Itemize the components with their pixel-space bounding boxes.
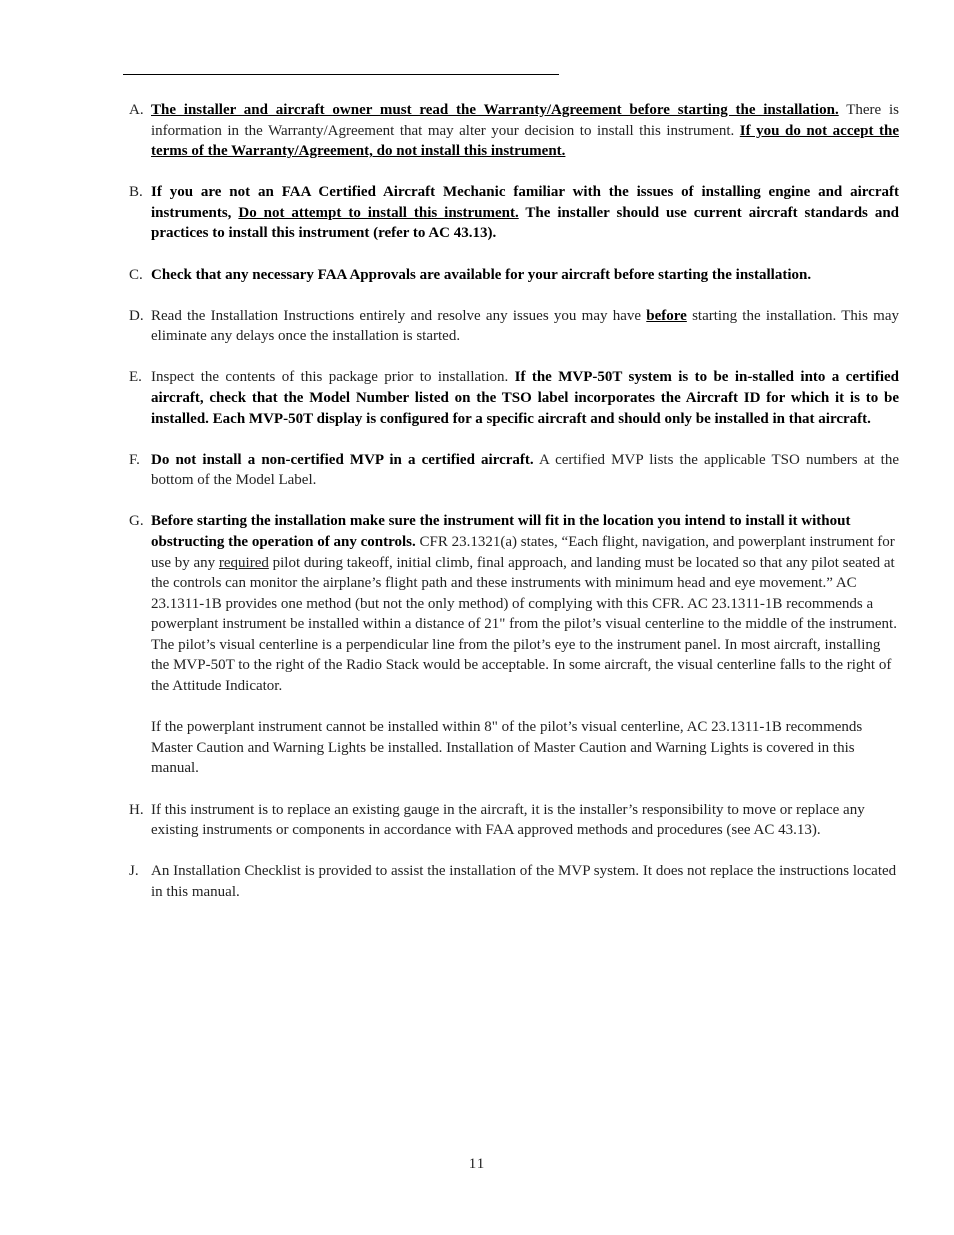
list-item-a (129, 100, 899, 162)
item-text (151, 182, 899, 244)
list-item-h (129, 800, 899, 841)
text-run: The installer and aircraft owner must read the Warranty/Agreement before starting the installation. (151, 102, 839, 118)
item-text (151, 800, 899, 841)
item-marker: G. (129, 513, 144, 530)
text-run: starting the installation. This may eliminate any delays once the installation is started. (151, 307, 899, 345)
page-number: 11 (468, 1156, 486, 1172)
text-run: If you do not accept the terms of the Warranty/Agreement, do not install this instrument. (151, 122, 899, 160)
list-item-f (129, 450, 899, 491)
item-text (151, 367, 899, 429)
item-text (151, 450, 899, 491)
text-run: before (646, 307, 687, 324)
text-run: Do not install a non-certified MVP in a certified aircraft. (151, 451, 534, 468)
item-continuation-text: If the powerplant instrument cannot be installed within 8" of the pilot’s visual centerline, AC 23.1311-1B recommends Master Caution and Warning Lights be installed. Installation of Master Caution and Warning Lights is covered in this manual. (151, 719, 863, 777)
text-run: If this instrument is to replace an existing gauge in the aircraft, it is the installer’s responsibility to move or replace any existing instruments or components in accordance with FAA approved methods and procedures (see AC 43.13). (151, 801, 865, 839)
item-text (151, 265, 899, 286)
text-run: There is information in the Warranty/Agreement that may alter your decision to install this instrument. (151, 102, 899, 139)
list-item-g (129, 511, 899, 779)
text-run: pilot during takeoff, initial climb, final approach, and landing must be located so that any pilot seated at the controls can monitor the airplane’s flight path and these instruments with minimum head and eye movement.” AC 23.1311-1B provides one method (but not the only method) of complying with this CFR. AC 23.1311-1B recommends a powerplant instrument be installed within a distance of 21" from the pilot’s visual centerline to the middle of the instrument. The pilot’s visual centerline is a perpendicular line from the pilot’s eye to the instrument panel. In most aircraft, installing the MVP-50T to the right of the Radio Stack would be acceptable. In some aircraft, the visual centerline falls to the right of the Attitude Indicator. (151, 554, 897, 695)
item-marker: J. (129, 863, 139, 880)
item-marker: A. (129, 102, 144, 118)
item-marker: B. (129, 184, 143, 201)
item-marker: C. (129, 266, 143, 283)
text-run: The installer should use current aircraft standards and practices to install this instrument (refer to AC 43.13). (151, 204, 899, 242)
item-text (151, 306, 899, 347)
text-run: Read the Installation Instructions entirely and resolve any issues you may have (151, 307, 647, 324)
text-run: Before starting the installation make sure the instrument will fit in the location you intend to install it without obstructing the operation of any controls. (151, 513, 851, 550)
list-item-e (129, 367, 899, 429)
text-run: If the MVP-50T system is to be in-stalled into a certified aircraft, check that the Model Number listed on the TSO label incorporates the Aircraft ID for which it is to be installed. Each MVP-50T display is configured for a specific aircraft and should only be installed in that aircraft. (151, 369, 899, 427)
item-marker: H. (129, 801, 144, 818)
list-item-b (129, 182, 899, 244)
item-marker: E. (129, 369, 142, 386)
text-run: required (218, 554, 269, 571)
item-text (151, 861, 899, 902)
item-text (151, 100, 899, 162)
text-run: Check that any necessary FAA Approvals are available for your aircraft before starting the installation. (151, 266, 812, 283)
item-marker: F. (129, 451, 140, 468)
text-run: CFR 23.1321(a) states, “Each flight, navigation, and powerplant instrument for use by any (151, 533, 895, 571)
instruction-list (129, 100, 899, 923)
text-run: An Installation Checklist is provided to assist the installation of the MVP system. It does not replace the instructions located in this manual. (151, 863, 897, 900)
text-run: Inspect the contents of this package prior to installation. (151, 369, 515, 386)
text-run: If you are not an FAA Certified Aircraft Mechanic familiar with the issues of installing engine and aircraft instruments, (151, 184, 899, 221)
text-run: A certified MVP lists the applicable TSO numbers at the bottom of the Model Label. (151, 451, 899, 489)
list-item-j (129, 861, 899, 902)
header-rule (123, 74, 559, 75)
list-item-c (129, 265, 899, 286)
list-item-d (129, 306, 899, 347)
item-text (151, 511, 899, 696)
item-marker: D. (129, 307, 144, 324)
text-run: Do not attempt to install this instrument. (238, 204, 519, 221)
